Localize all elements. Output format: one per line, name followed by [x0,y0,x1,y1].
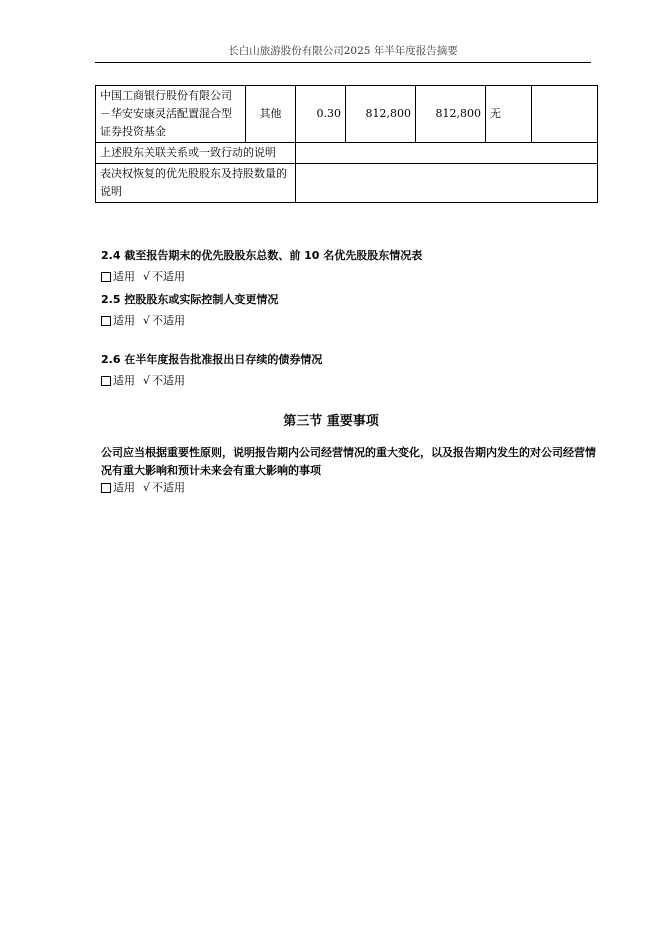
apply-label: 适用 [113,374,135,387]
checkbox-unchecked-icon [101,483,111,493]
relation-label: 上述股东关联关系或一致行动的说明 [96,143,296,164]
section-2-5-title: 2.5 控股股东或实际控制人变更情况 [101,293,279,306]
apply-label: 适用 [113,270,135,283]
section-2-6-title: 2.6 在半年度报告批准报出日存续的债券情况 [101,353,323,366]
not-apply-label: 不适用 [152,270,186,283]
table-row [96,86,598,143]
not-apply-label: 不适用 [152,481,186,494]
holder-restricted-shares: 812,800 [416,86,486,143]
apply-label: 适用 [113,314,135,327]
check-mark-icon: √ [143,374,151,387]
section-3-options [101,480,185,496]
relation-value [296,143,598,164]
section-2-6-options [101,373,185,389]
section-2-4-options [101,269,185,285]
holder-name: 中国工商银行股份有限公司－华安安康灵活配置混合型证券投资基金 [96,86,246,143]
page-header: 长白山旅游股份有限公司2025 年半年度报告摘要 [95,44,591,63]
section-2-5-options [101,313,185,329]
checkbox-unchecked-icon [101,272,111,282]
not-apply-label: 不适用 [152,374,186,387]
not-apply-label: 不适用 [152,314,186,327]
checkbox-unchecked-icon [101,316,111,326]
holder-shares: 812,800 [346,86,416,143]
table-row [96,164,598,203]
holder-type: 其他 [246,86,296,143]
section-2-4-title: 2.4 截至报告期末的优先股股东总数、前 10 名优先股股东情况表 [101,249,423,262]
section-3-paragraph: 公司应当根据重要性原则，说明报告期内公司经营情况的重大变化，以及报告期内发生的对公司经营情况有重大影响和预计未来会有重大影响的事项 [101,446,596,477]
check-mark-icon: √ [143,481,151,494]
voting-rights-label: 表决权恢复的优先股股东及持股数量的说明 [96,164,296,203]
check-mark-icon: √ [143,314,151,327]
apply-label: 适用 [113,481,135,494]
holder-pledge-status: 无 [486,86,532,143]
holder-pledge-count [532,86,598,143]
shareholder-table [95,85,598,203]
checkbox-unchecked-icon [101,376,111,386]
section-3-title: 第三节 重要事项 [283,414,379,429]
check-mark-icon: √ [143,270,151,283]
table-row [96,143,598,164]
holder-ratio: 0.30 [296,86,346,143]
voting-rights-value [296,164,598,203]
